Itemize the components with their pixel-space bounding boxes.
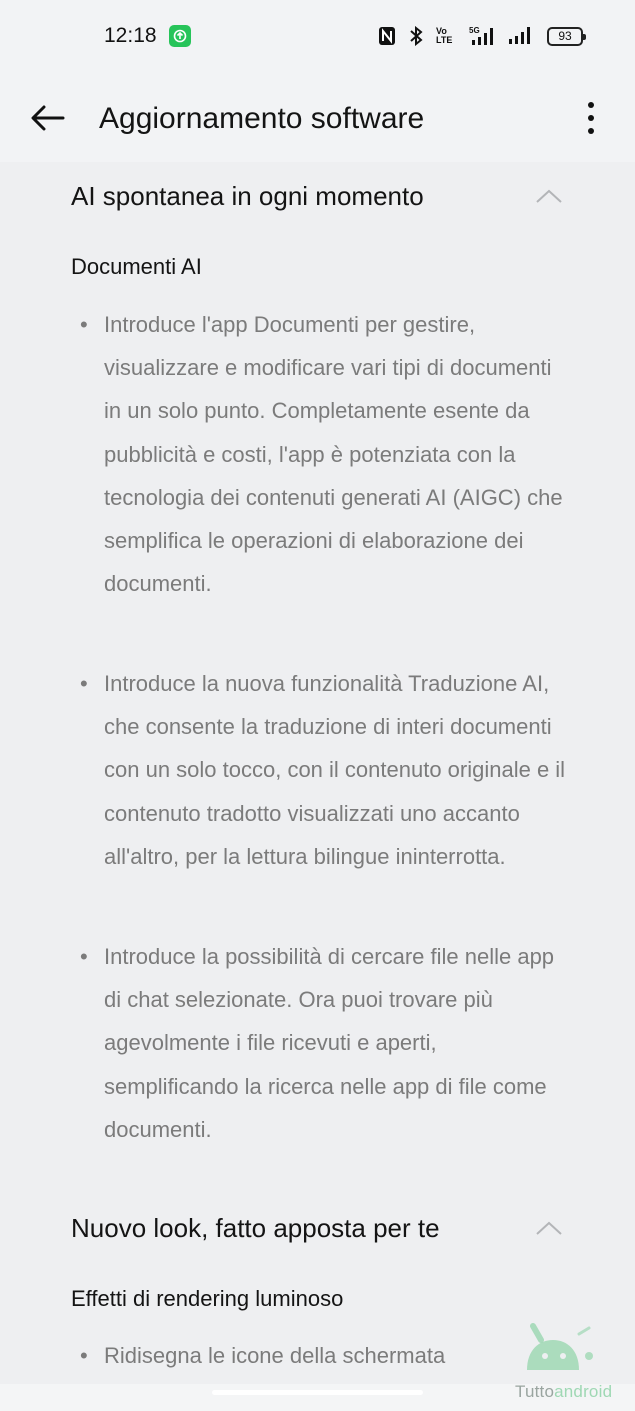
subsection-title: Effetti di rendering luminoso — [71, 1286, 344, 1311]
bullet-dot: • — [80, 671, 88, 696]
status-bar — [0, 0, 635, 72]
list-item — [80, 1334, 580, 1377]
5g-signal-icon — [469, 25, 495, 47]
status-time: 12:18 — [104, 24, 157, 47]
app-bar — [0, 72, 635, 164]
android-robot-icon — [517, 1320, 597, 1376]
list-item-text: Introduce la nuova funzionalità Traduzione AI, che consente la traduzione di interi documenti con un solo tocco, con il contenuto originale e il contenuto tradotto visualizzati uno accanto all'altro, per la lettura bilingue ininterrotta. — [104, 671, 566, 869]
nfc-icon — [378, 26, 396, 46]
battery-icon: 93 — [547, 27, 583, 46]
release-notes[interactable] — [0, 162, 635, 1384]
subsection-title: Documenti AI — [71, 254, 202, 279]
page-title: Aggiornamento software — [99, 102, 425, 135]
status-icons — [378, 22, 583, 50]
more-options-button[interactable] — [579, 98, 603, 138]
chevron-up-icon[interactable] — [533, 180, 565, 212]
list-item-text: Introduce l'app Documenti per gestire, visualizzare e modificare vari tipi di documenti in un solo punto. Completamente esente da pubblicità e costi, l'app è potenziata con la tecnologia dei contenuti generati AI (AIGC) che semplifica le operazioni di elaborazione dei documenti. — [104, 312, 563, 597]
chevron-up-icon[interactable] — [533, 1212, 565, 1244]
watermark-logo — [513, 1320, 623, 1402]
bullet-dot: • — [80, 944, 88, 969]
notification-app-icon — [169, 25, 191, 47]
watermark-text: Tuttoandroid — [515, 1382, 613, 1401]
bullet-dot: • — [80, 1343, 88, 1368]
back-button[interactable] — [26, 96, 70, 140]
list-item — [80, 303, 580, 605]
section-title: AI spontanea in ogni momento — [71, 180, 424, 211]
signal-icon — [508, 26, 534, 46]
list-item-text: Ridisegna le icone della schermata — [104, 1343, 446, 1368]
list-item-text: Introduce la possibilità di cercare file nelle app di chat selezionate. Ora puoi trovare più agevolmente i file ricevuti e aperti, semplificando la ricerca nelle app di file come documenti. — [104, 944, 555, 1142]
list-item — [80, 935, 580, 1151]
volte-icon: Vo LTE — [436, 26, 453, 45]
bullet-dot: • — [80, 312, 88, 337]
home-indicator[interactable] — [212, 1390, 423, 1395]
section-header[interactable] — [71, 1206, 565, 1250]
more-vertical-icon — [588, 102, 594, 108]
list-item — [80, 662, 580, 878]
bluetooth-icon — [409, 26, 423, 46]
section-title: Nuovo look, fatto apposta per te — [71, 1212, 440, 1243]
arrow-left-icon — [31, 105, 65, 131]
section-header[interactable] — [71, 174, 565, 218]
net-label: 5G — [469, 26, 480, 35]
